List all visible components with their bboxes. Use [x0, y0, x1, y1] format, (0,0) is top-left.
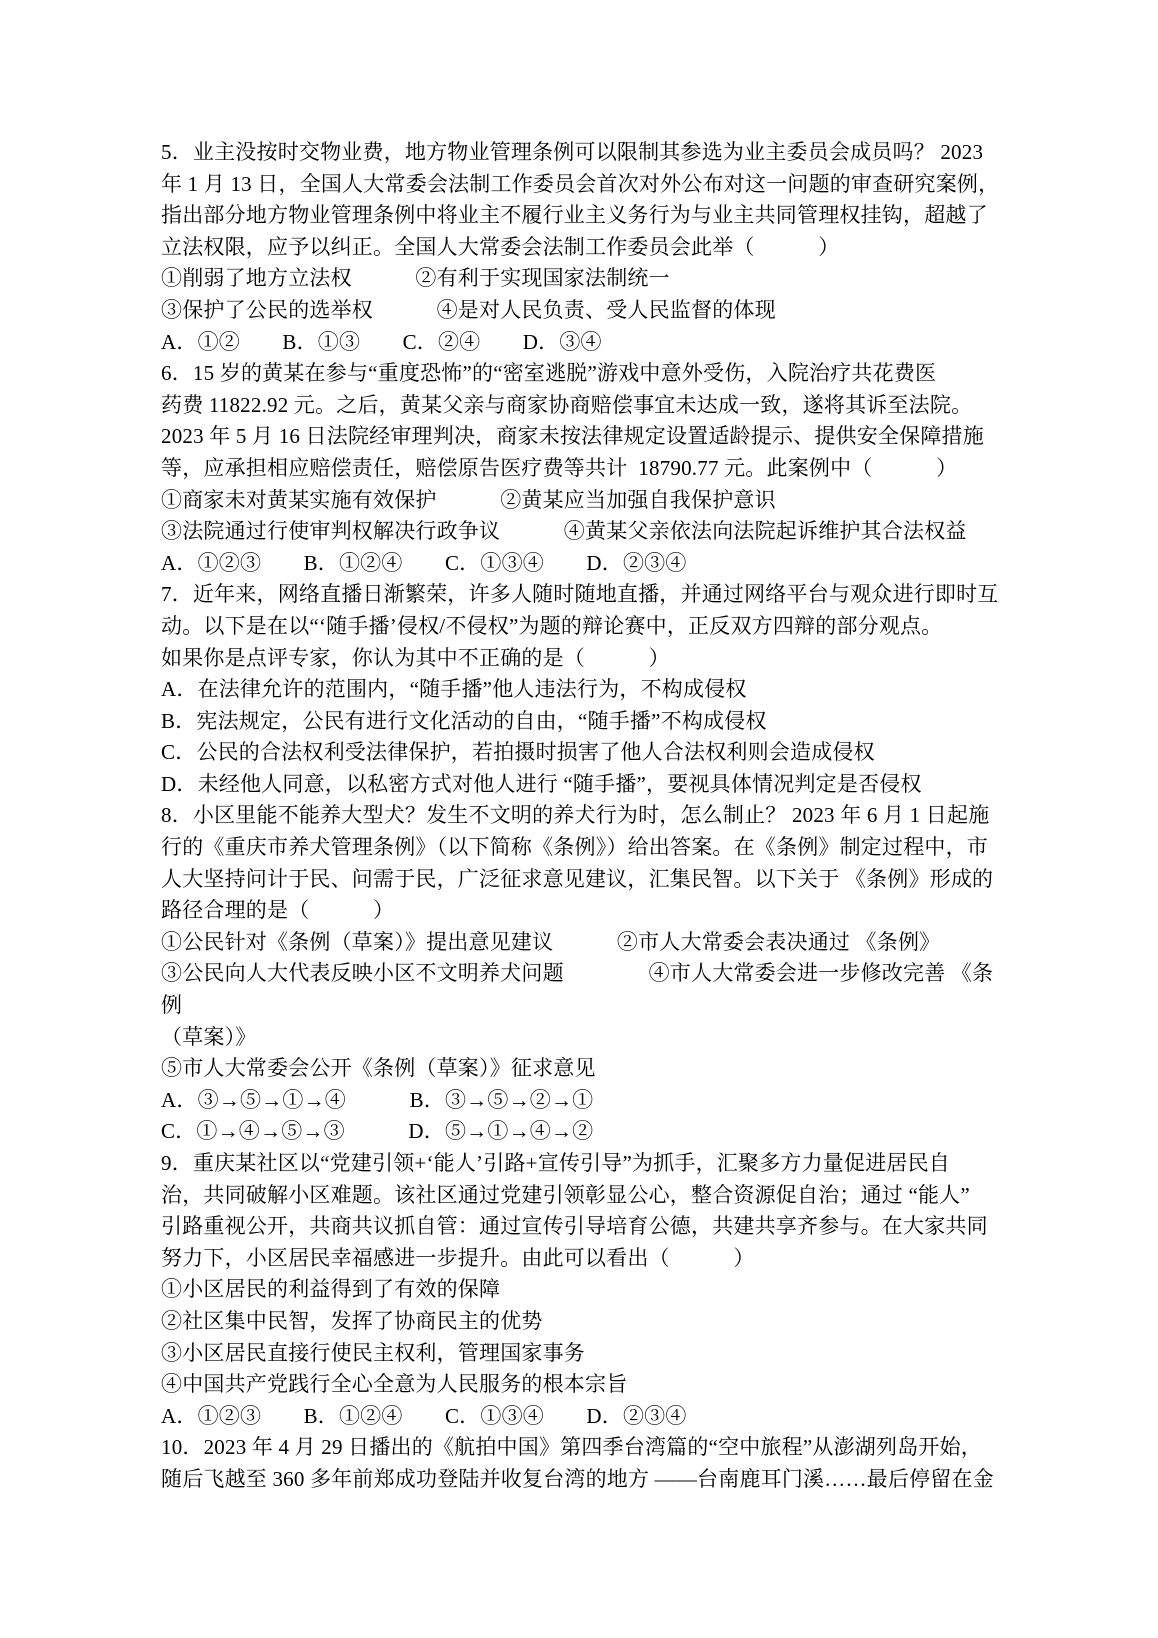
text-line: 人大坚持问计于民、问需于民，广泛征求意见建议，汇集民智。以下关于 《条例》形成的	[161, 866, 994, 891]
text-line: 治，共同破解小区难题。该社区通过党建引领彰显公心，整合资源促自治；通过 “能人”	[161, 1182, 970, 1207]
text-line: ①公民针对《条例（草案）》提出意见建议 ②市人大常委会表决通过 《条例》	[161, 929, 941, 954]
text-line: ④中国共产党践行全心全意为人民服务的根本宗旨	[161, 1372, 628, 1397]
text-line: （草案）》	[161, 1024, 257, 1049]
text-line: B．宪法规定，公民有进行文化活动的自由，“随手播”不构成侵权	[161, 708, 767, 733]
text-line: 努力下，小区居民幸福感进一步提升。由此可以看出（ ）	[161, 1245, 755, 1270]
text-line: 随后飞越至 360 多年前郑成功登陆并收复台湾的地方 ——台南鹿耳门溪……最后停留在金	[161, 1466, 994, 1491]
text-line: D．未经他人同意，以私密方式对他人进行 “随手播”，要视具体情况判定是否侵权	[161, 771, 922, 796]
text-line: 立法权限，应予以纠正。全国人大常委会法制工作委员会此举（ ）	[161, 234, 840, 259]
questions-container	[161, 137, 1009, 1496]
text-line: 药费 11822.92 元。之后，黄某父亲与商家协商赔偿事宜未达成一致，遂将其诉至法院。	[161, 392, 973, 417]
text-line: 年 1 月 13 日，全国人大常委会法制工作委员会首次对外公布对这一问题的审查研究案例，	[161, 171, 1000, 196]
question-9	[161, 1148, 1009, 1432]
text-line: 2023 年 5 月 16 日法院经审理判决，商家未按法律规定设置适龄提示、提供安全保障措施	[161, 424, 984, 449]
text-line: 6．15 岁的黄某在参与“重度恐怖”的“密室逃脱”游戏中意外受伤，入院治疗共花费医	[161, 361, 937, 386]
text-line: ③小区居民直接行使民主权利，管理国家事务	[161, 1340, 585, 1365]
text-line: A．①② B．①③ C．②④ D．③④	[161, 329, 602, 354]
text-line: 10．2023 年 4 月 29 日播出的《航拍中国》第四季台湾篇的“空中旅程”从澎湖列岛开始，	[161, 1435, 982, 1460]
text-line: ①商家未对黄某实施有效保护 ②黄某应当加强自我保护意识	[161, 487, 776, 512]
text-line: ①小区居民的利益得到了有效的保障	[161, 1277, 501, 1302]
text-line: C．①→④→⑤→③ D．⑤→①→④→②	[161, 1119, 594, 1144]
text-line: ①削弱了地方立法权 ②有利于实现国家法制统一	[161, 266, 670, 291]
text-line: ②社区集中民智，发挥了协商民主的优势	[161, 1308, 543, 1333]
text-line: A．在法律允许的范围内，“随手播”他人违法行为，不构成侵权	[161, 677, 747, 702]
text-line: 路径合理的是（ ）	[161, 898, 395, 923]
question-5	[161, 137, 1009, 358]
text-line: 动。以下是在以“‘随手播’侵权/不侵权”为题的辩论赛中，正反双方四辩的部分观点。	[161, 613, 943, 638]
question-7	[161, 579, 1009, 800]
text-line: A．③→⑤→①→④ B．③→⑤→②→①	[161, 1087, 594, 1112]
text-line: 7．近年来，网络直播日渐繁荣，许多人随时随地直播，并通过网络平台与观众进行即时互	[161, 582, 999, 607]
text-line: 指出部分地方物业管理条例中将业主不履行业主义务行为与业主共同管理权挂钩，超越了	[161, 203, 988, 228]
text-line: A．①②③ B．①②④ C．①③④ D．②③④	[161, 550, 687, 575]
text-line: 引路重视公开，共商共议抓自管：通过宣传引导培育公德，共建共享齐参与。在大家共同	[161, 1214, 988, 1239]
text-line: ③法院通过行使审判权解决行政争议 ④黄某父亲依法向法院起诉维护其合法权益	[161, 519, 967, 544]
question-10	[161, 1432, 1009, 1495]
text-line: A．①②③ B．①②④ C．①③④ D．②③④	[161, 1403, 687, 1428]
text-line: 5．业主没按时交物业费，地方物业管理条例可以限制其参选为业主委员会成员吗？ 2023	[161, 140, 984, 164]
text-line: ③保护了公民的选举权 ④是对人民负责、受人民监督的体现	[161, 297, 776, 322]
text-line: 行的《重庆市养犬管理条例》（以下简称《条例》）给出答案。在《条例》制定过程中，市	[161, 835, 988, 860]
text-line: 如果你是点评专家，你认为其中不正确的是（ ）	[161, 645, 670, 670]
text-line: ⑤市人大常委会公开《条例（草案）》征求意见	[161, 1056, 596, 1081]
question-6	[161, 358, 1009, 579]
text-line: 9．重庆某社区以“党建引领+‘能人’引路+宣传引导”为抓手，汇聚多方力量促进居民自	[161, 1151, 951, 1175]
text-line: C．公民的合法权利受法律保护，若拍摄时损害了他人合法权利则会造成侵权	[161, 740, 875, 765]
text-line: 等，应承担相应赔偿责任，赔偿原告医疗费等共计 18790.77 元。此案例中（ ）	[161, 455, 958, 480]
text-line: 8．小区里能不能养大型犬？发生不文明的养犬行为时，怎么制止？ 2023 年 6 月 1 日起施	[161, 803, 990, 828]
question-8	[161, 800, 1009, 1148]
text-line: ③公民向人大代表反映小区不文明养犬问题 ④市人大常委会进一步修改完善 《条例	[161, 961, 994, 1018]
